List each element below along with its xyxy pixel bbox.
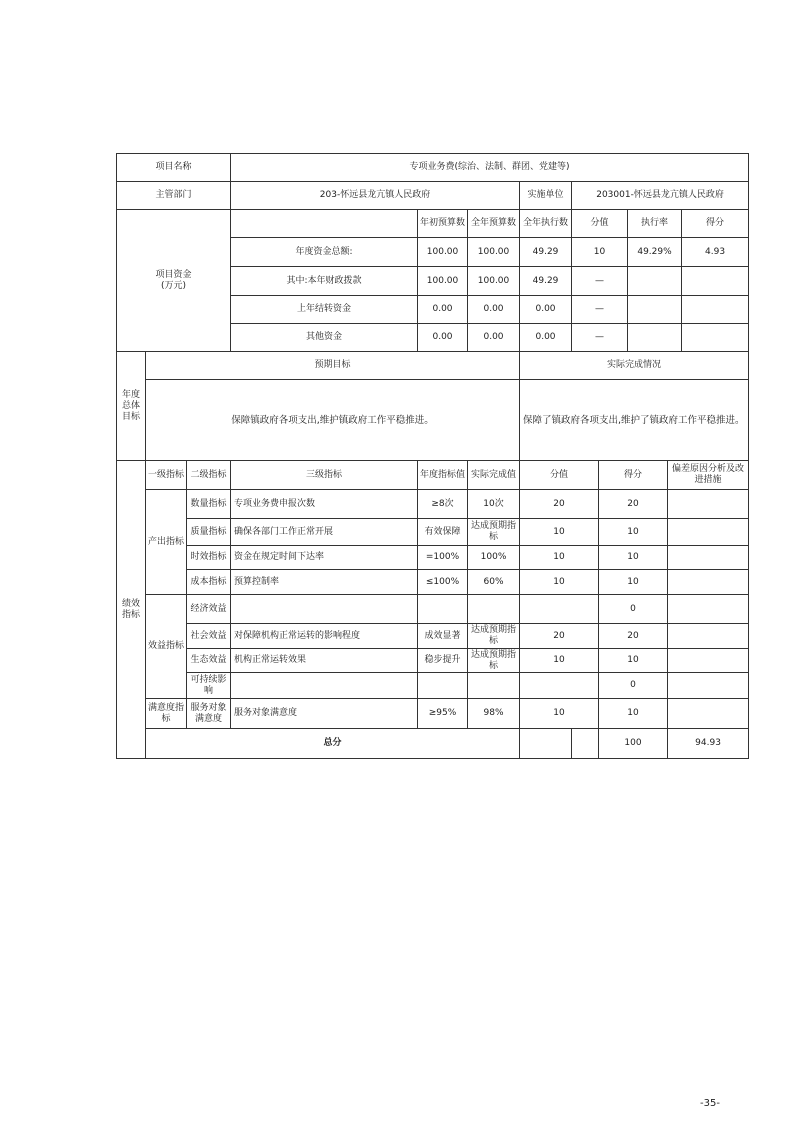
performance-label: 绩效指标 — [117, 461, 146, 759]
actual-value: 达成预期指标 — [468, 519, 520, 546]
deviation-note — [668, 595, 749, 624]
output-indicator-label: 产出指标 — [146, 490, 187, 595]
l2-indicator: 服务对象满意度 — [187, 699, 231, 729]
dept-label: 主管部门 — [117, 182, 231, 210]
score: 10 — [599, 570, 668, 595]
perf-col-header: 实际完成值 — [468, 461, 520, 490]
l2-indicator: 社会效益 — [187, 624, 231, 649]
score-value: 20 — [520, 490, 599, 519]
deviation-note — [668, 624, 749, 649]
target-value — [418, 673, 468, 699]
project-name-label: 项目名称 — [117, 154, 231, 182]
benefit-indicator-label: 效益指标 — [146, 595, 187, 699]
deviation-note — [668, 490, 749, 519]
funds-col-header: 分值 — [572, 210, 628, 238]
target-value: =100% — [418, 546, 468, 570]
funds-cell: — — [572, 324, 628, 352]
page-number: -35- — [700, 1098, 720, 1109]
expected-goal-text: 保障镇政府各项支出,维护镇政府工作平稳推进。 — [146, 380, 520, 461]
target-value: ≥8次 — [418, 490, 468, 519]
deviation-note — [668, 649, 749, 673]
project-name: 专项业务费(综治、法制、群团、党建等) — [231, 154, 749, 182]
funds-cell: 0.00 — [418, 324, 468, 352]
funds-cell: 4.93 — [682, 238, 749, 267]
deviation-note — [668, 673, 749, 699]
score-value: 10 — [520, 519, 599, 546]
l3-indicator: 专项业务费申报次数 — [231, 490, 418, 519]
funds-cell — [628, 267, 682, 296]
funds-cell — [682, 324, 749, 352]
funds-col-header: 执行率 — [628, 210, 682, 238]
l2-indicator: 时效指标 — [187, 546, 231, 570]
score: 10 — [599, 546, 668, 570]
target-value: ≤100% — [418, 570, 468, 595]
score-value: 10 — [520, 570, 599, 595]
impl-label: 实施单位 — [520, 182, 572, 210]
expected-goal-label: 预期目标 — [146, 352, 520, 380]
score-value: 10 — [520, 546, 599, 570]
funds-row-name: 年度资金总额: — [231, 238, 418, 267]
deviation-note — [668, 546, 749, 570]
impl-value: 203001-怀远县龙亢镇人民政府 — [572, 182, 749, 210]
l2-indicator: 质量指标 — [187, 519, 231, 546]
deviation-note — [668, 699, 749, 729]
funds-cell — [682, 267, 749, 296]
actual-completion-text: 保障了镇政府各项支出,维护了镇政府工作平稳推进。 — [520, 380, 749, 461]
score: 10 — [599, 699, 668, 729]
target-value: 稳步提升 — [418, 649, 468, 673]
funds-cell: 49.29 — [520, 238, 572, 267]
actual-value: 100% — [468, 546, 520, 570]
l3-indicator: 机构正常运转效果 — [231, 649, 418, 673]
total-score: 94.93 — [668, 729, 749, 759]
funds-cell: 0.00 — [468, 296, 520, 324]
target-value: 有效保障 — [418, 519, 468, 546]
funds-cell — [628, 324, 682, 352]
funds-row-name: 其他资金 — [231, 324, 418, 352]
perf-col-header: 二级指标 — [187, 461, 231, 490]
actual-completion-label: 实际完成情况 — [520, 352, 749, 380]
funds-row-name: 上年结转资金 — [231, 296, 418, 324]
deviation-note — [668, 519, 749, 546]
l3-indicator: 资金在规定时间下达率 — [231, 546, 418, 570]
l2-indicator: 生态效益 — [187, 649, 231, 673]
l3-indicator: 对保障机构正常运转的影响程度 — [231, 624, 418, 649]
total-blank — [572, 729, 599, 759]
funds-cell: 100.00 — [468, 238, 520, 267]
perf-col-header: 分值 — [520, 461, 599, 490]
goals-label: 年度总体目标 — [117, 352, 146, 461]
score-value — [520, 673, 599, 699]
funds-col-header: 全年预算数 — [468, 210, 520, 238]
score-value — [520, 595, 599, 624]
funds-col-blank — [231, 210, 418, 238]
funds-col-header: 年初预算数 — [418, 210, 468, 238]
actual-value — [468, 673, 520, 699]
perf-col-header: 偏差原因分析及改进措施 — [668, 461, 749, 490]
funds-cell: 100.00 — [468, 267, 520, 296]
perf-col-header: 一级指标 — [146, 461, 187, 490]
funds-row-name: 其中:本年财政拨款 — [231, 267, 418, 296]
score: 0 — [599, 673, 668, 699]
actual-value — [468, 595, 520, 624]
target-value: 成效显著 — [418, 624, 468, 649]
actual-value: 10次 — [468, 490, 520, 519]
l3-indicator: 确保各部门工作正常开展 — [231, 519, 418, 546]
performance-evaluation-table — [116, 153, 749, 759]
funds-cell — [628, 296, 682, 324]
deviation-note — [668, 570, 749, 595]
l3-indicator — [231, 673, 418, 699]
funds-cell: 0.00 — [468, 324, 520, 352]
funds-label: 项目资金 (万元) — [117, 210, 231, 352]
score-value: 10 — [520, 649, 599, 673]
l2-indicator: 可持续影响 — [187, 673, 231, 699]
l3-indicator — [231, 595, 418, 624]
perf-col-header: 得分 — [599, 461, 668, 490]
l2-indicator: 数量指标 — [187, 490, 231, 519]
funds-cell: — — [572, 296, 628, 324]
score-value: 20 — [520, 624, 599, 649]
l2-indicator: 经济效益 — [187, 595, 231, 624]
perf-col-header: 年度指标值 — [418, 461, 468, 490]
funds-cell: 100.00 — [418, 267, 468, 296]
funds-col-header: 全年执行数 — [520, 210, 572, 238]
funds-cell: 10 — [572, 238, 628, 267]
funds-cell: — — [572, 267, 628, 296]
l3-indicator: 预算控制率 — [231, 570, 418, 595]
total-blank — [520, 729, 572, 759]
target-value — [418, 595, 468, 624]
score: 20 — [599, 490, 668, 519]
actual-value: 达成预期指标 — [468, 624, 520, 649]
funds-cell: 49.29% — [628, 238, 682, 267]
perf-col-header: 三级指标 — [231, 461, 418, 490]
l3-indicator: 服务对象满意度 — [231, 699, 418, 729]
score: 0 — [599, 595, 668, 624]
funds-cell: 0.00 — [520, 324, 572, 352]
funds-cell — [682, 296, 749, 324]
actual-value: 达成预期指标 — [468, 649, 520, 673]
funds-cell: 0.00 — [418, 296, 468, 324]
target-value: ≥95% — [418, 699, 468, 729]
funds-cell: 0.00 — [520, 296, 572, 324]
l2-indicator: 成本指标 — [187, 570, 231, 595]
score: 10 — [599, 519, 668, 546]
funds-cell: 49.29 — [520, 267, 572, 296]
total-value: 100 — [599, 729, 668, 759]
score-value: 10 — [520, 699, 599, 729]
funds-cell: 100.00 — [418, 238, 468, 267]
funds-col-header: 得分 — [682, 210, 749, 238]
satisfaction-indicator-label: 满意度指标 — [146, 699, 187, 729]
actual-value: 60% — [468, 570, 520, 595]
score: 20 — [599, 624, 668, 649]
dept-value: 203-怀远县龙亢镇人民政府 — [231, 182, 520, 210]
score: 10 — [599, 649, 668, 673]
actual-value: 98% — [468, 699, 520, 729]
total-label: 总分 — [146, 729, 520, 759]
